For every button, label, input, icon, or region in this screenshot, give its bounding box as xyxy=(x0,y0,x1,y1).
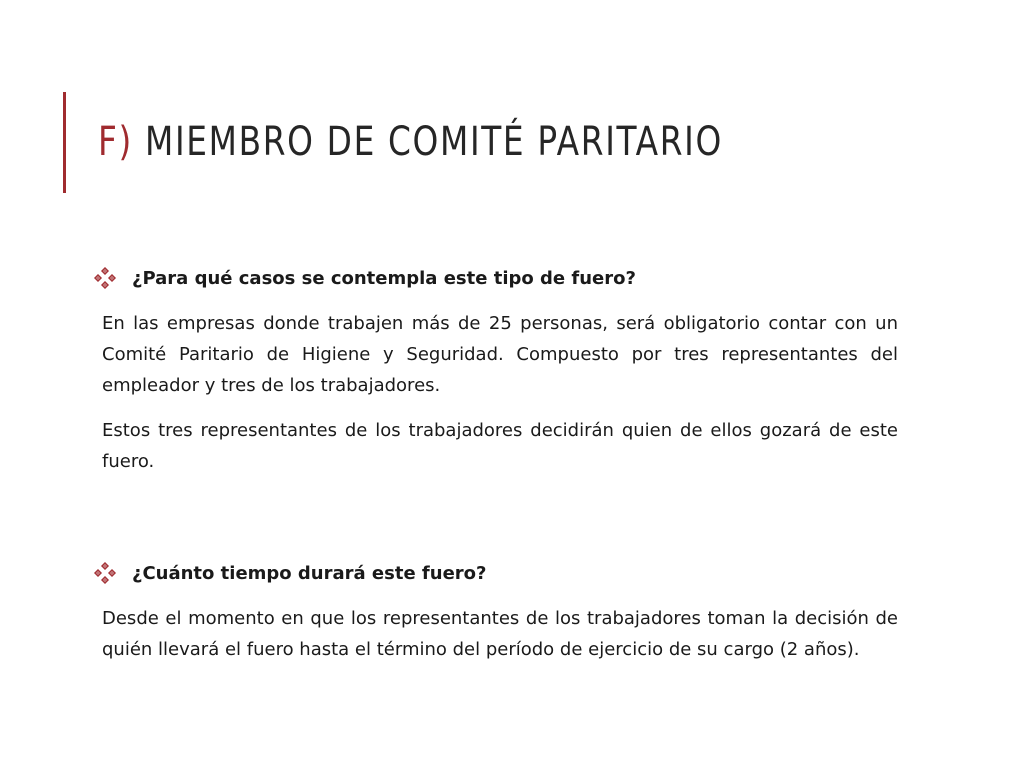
paragraph: Desde el momento en que los representantes de los trabajadores toman la decisión de quién llevará el fuero hasta el término del período de ejercicio de su cargo (2 años). xyxy=(102,608,898,660)
diamond-bullet-icon xyxy=(92,265,118,291)
paragraph: En las empresas donde trabajen más de 25 personas, será obligatorio contar con un Comité Paritario de Higiene y Seguridad. Compuesto por tres representantes del empleador y tres de los trabajadores. xyxy=(102,313,898,396)
title-accent-bar xyxy=(63,92,66,193)
diamond-bullet-icon xyxy=(92,560,118,586)
section-duration xyxy=(92,557,898,679)
question-text: ¿Para qué casos se contempla este tipo de fuero? xyxy=(132,267,636,289)
title-text: MIEMBRO DE COMITÉ PARITARIO xyxy=(145,119,723,165)
title-prefix: F) xyxy=(98,119,133,165)
paragraph: Estos tres representantes de los trabajadores decidirán quien de ellos gozará de este fuero. xyxy=(102,420,898,472)
question-text: ¿Cuánto tiempo durará este fuero? xyxy=(132,562,487,584)
section-cases xyxy=(92,262,898,491)
slide-title xyxy=(98,112,723,172)
question-row xyxy=(92,262,898,294)
question-row xyxy=(92,557,898,589)
